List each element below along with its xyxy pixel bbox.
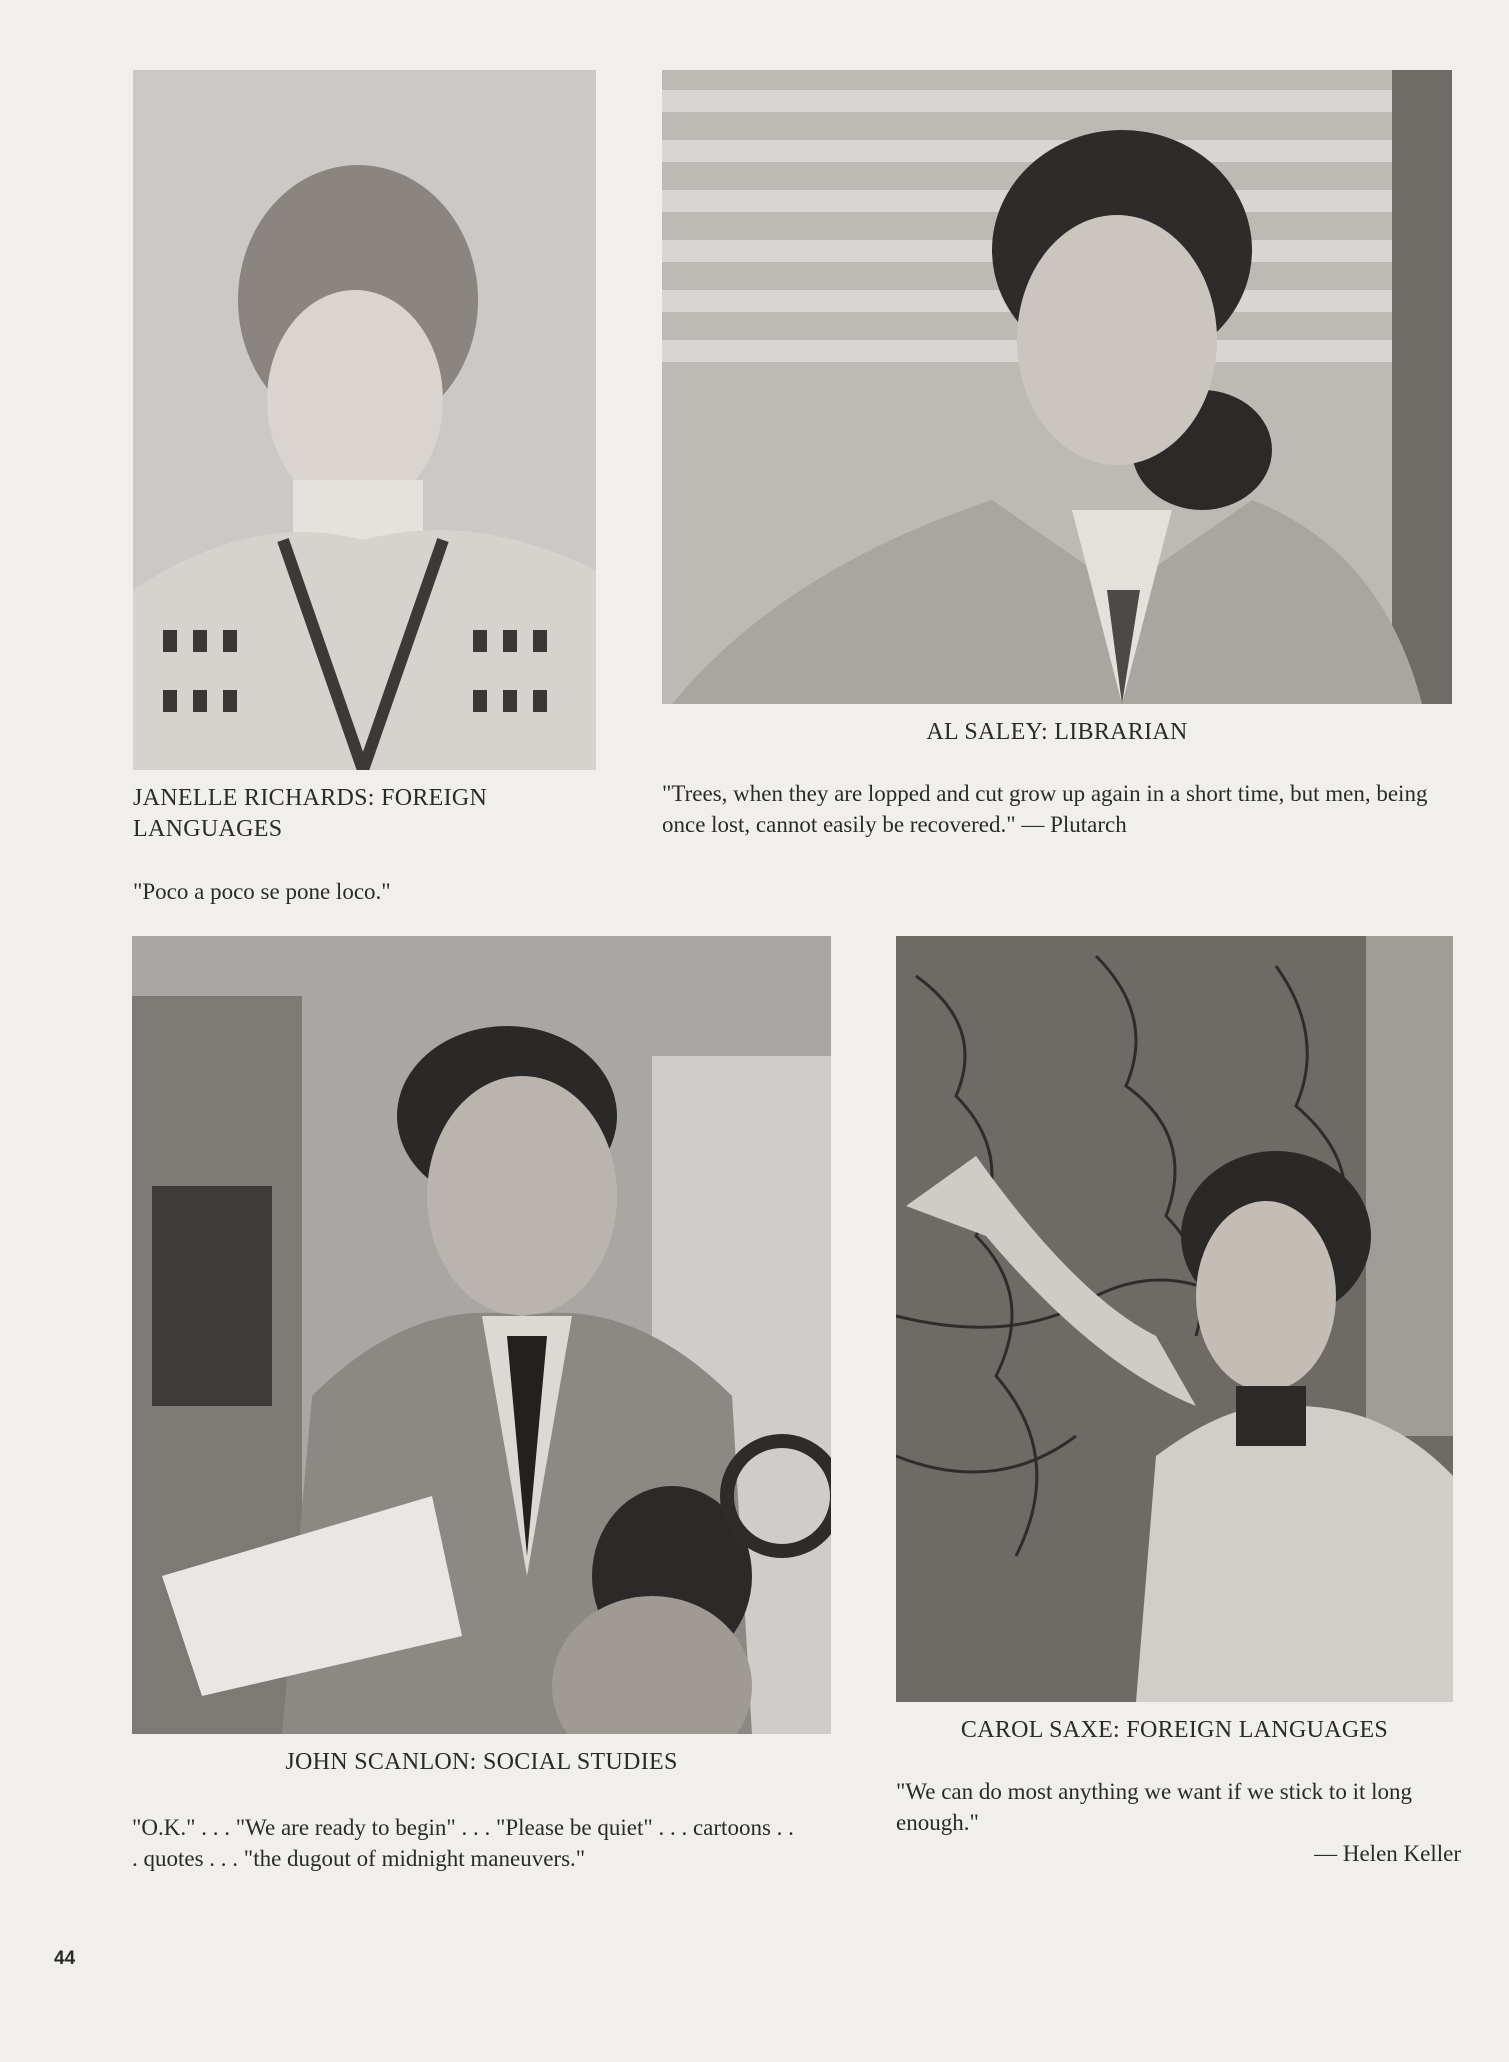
caption-quote-janelle-richards: "Poco a poco se pone loco." bbox=[133, 879, 391, 904]
caption-quote-carol-saxe: "We can do most anything we want if we stick to it long enough." bbox=[896, 1779, 1412, 1835]
caption-quote-john-scanlon: "O.K." . . . "We are ready to begin" . . . "Please be quiet" . . . cartoons . . . quotes . . . "the dugout of midnight maneuvers." bbox=[132, 1815, 794, 1871]
caption-name-carol-saxe: CAROL SAXE: FOREIGN LANGUAGES bbox=[960, 1717, 1389, 1743]
photo-carol-saxe bbox=[896, 936, 1453, 1702]
caption-name-janelle-richards: JANELLE RICHARDS: FOREIGN LANGUAGES bbox=[133, 785, 488, 842]
caption-quote-al-saley: "Trees, when they are lopped and cut grow up again in a short time, but men, being once lost, cannot easily be recovered." — Plutarch bbox=[662, 781, 1428, 837]
page-number: 44 bbox=[54, 1948, 76, 1969]
photo-janelle-richards bbox=[133, 70, 596, 770]
photo-al-saley bbox=[662, 70, 1452, 704]
caption-name-john-scanlon: JOHN SCANLON: SOCIAL STUDIES bbox=[285, 1749, 678, 1775]
caption-attribution-carol-saxe: — Helen Keller bbox=[1314, 1841, 1461, 1866]
photo-john-scanlon bbox=[132, 936, 831, 1734]
caption-name-al-saley: AL SALEY: LIBRARIAN bbox=[926, 719, 1188, 745]
